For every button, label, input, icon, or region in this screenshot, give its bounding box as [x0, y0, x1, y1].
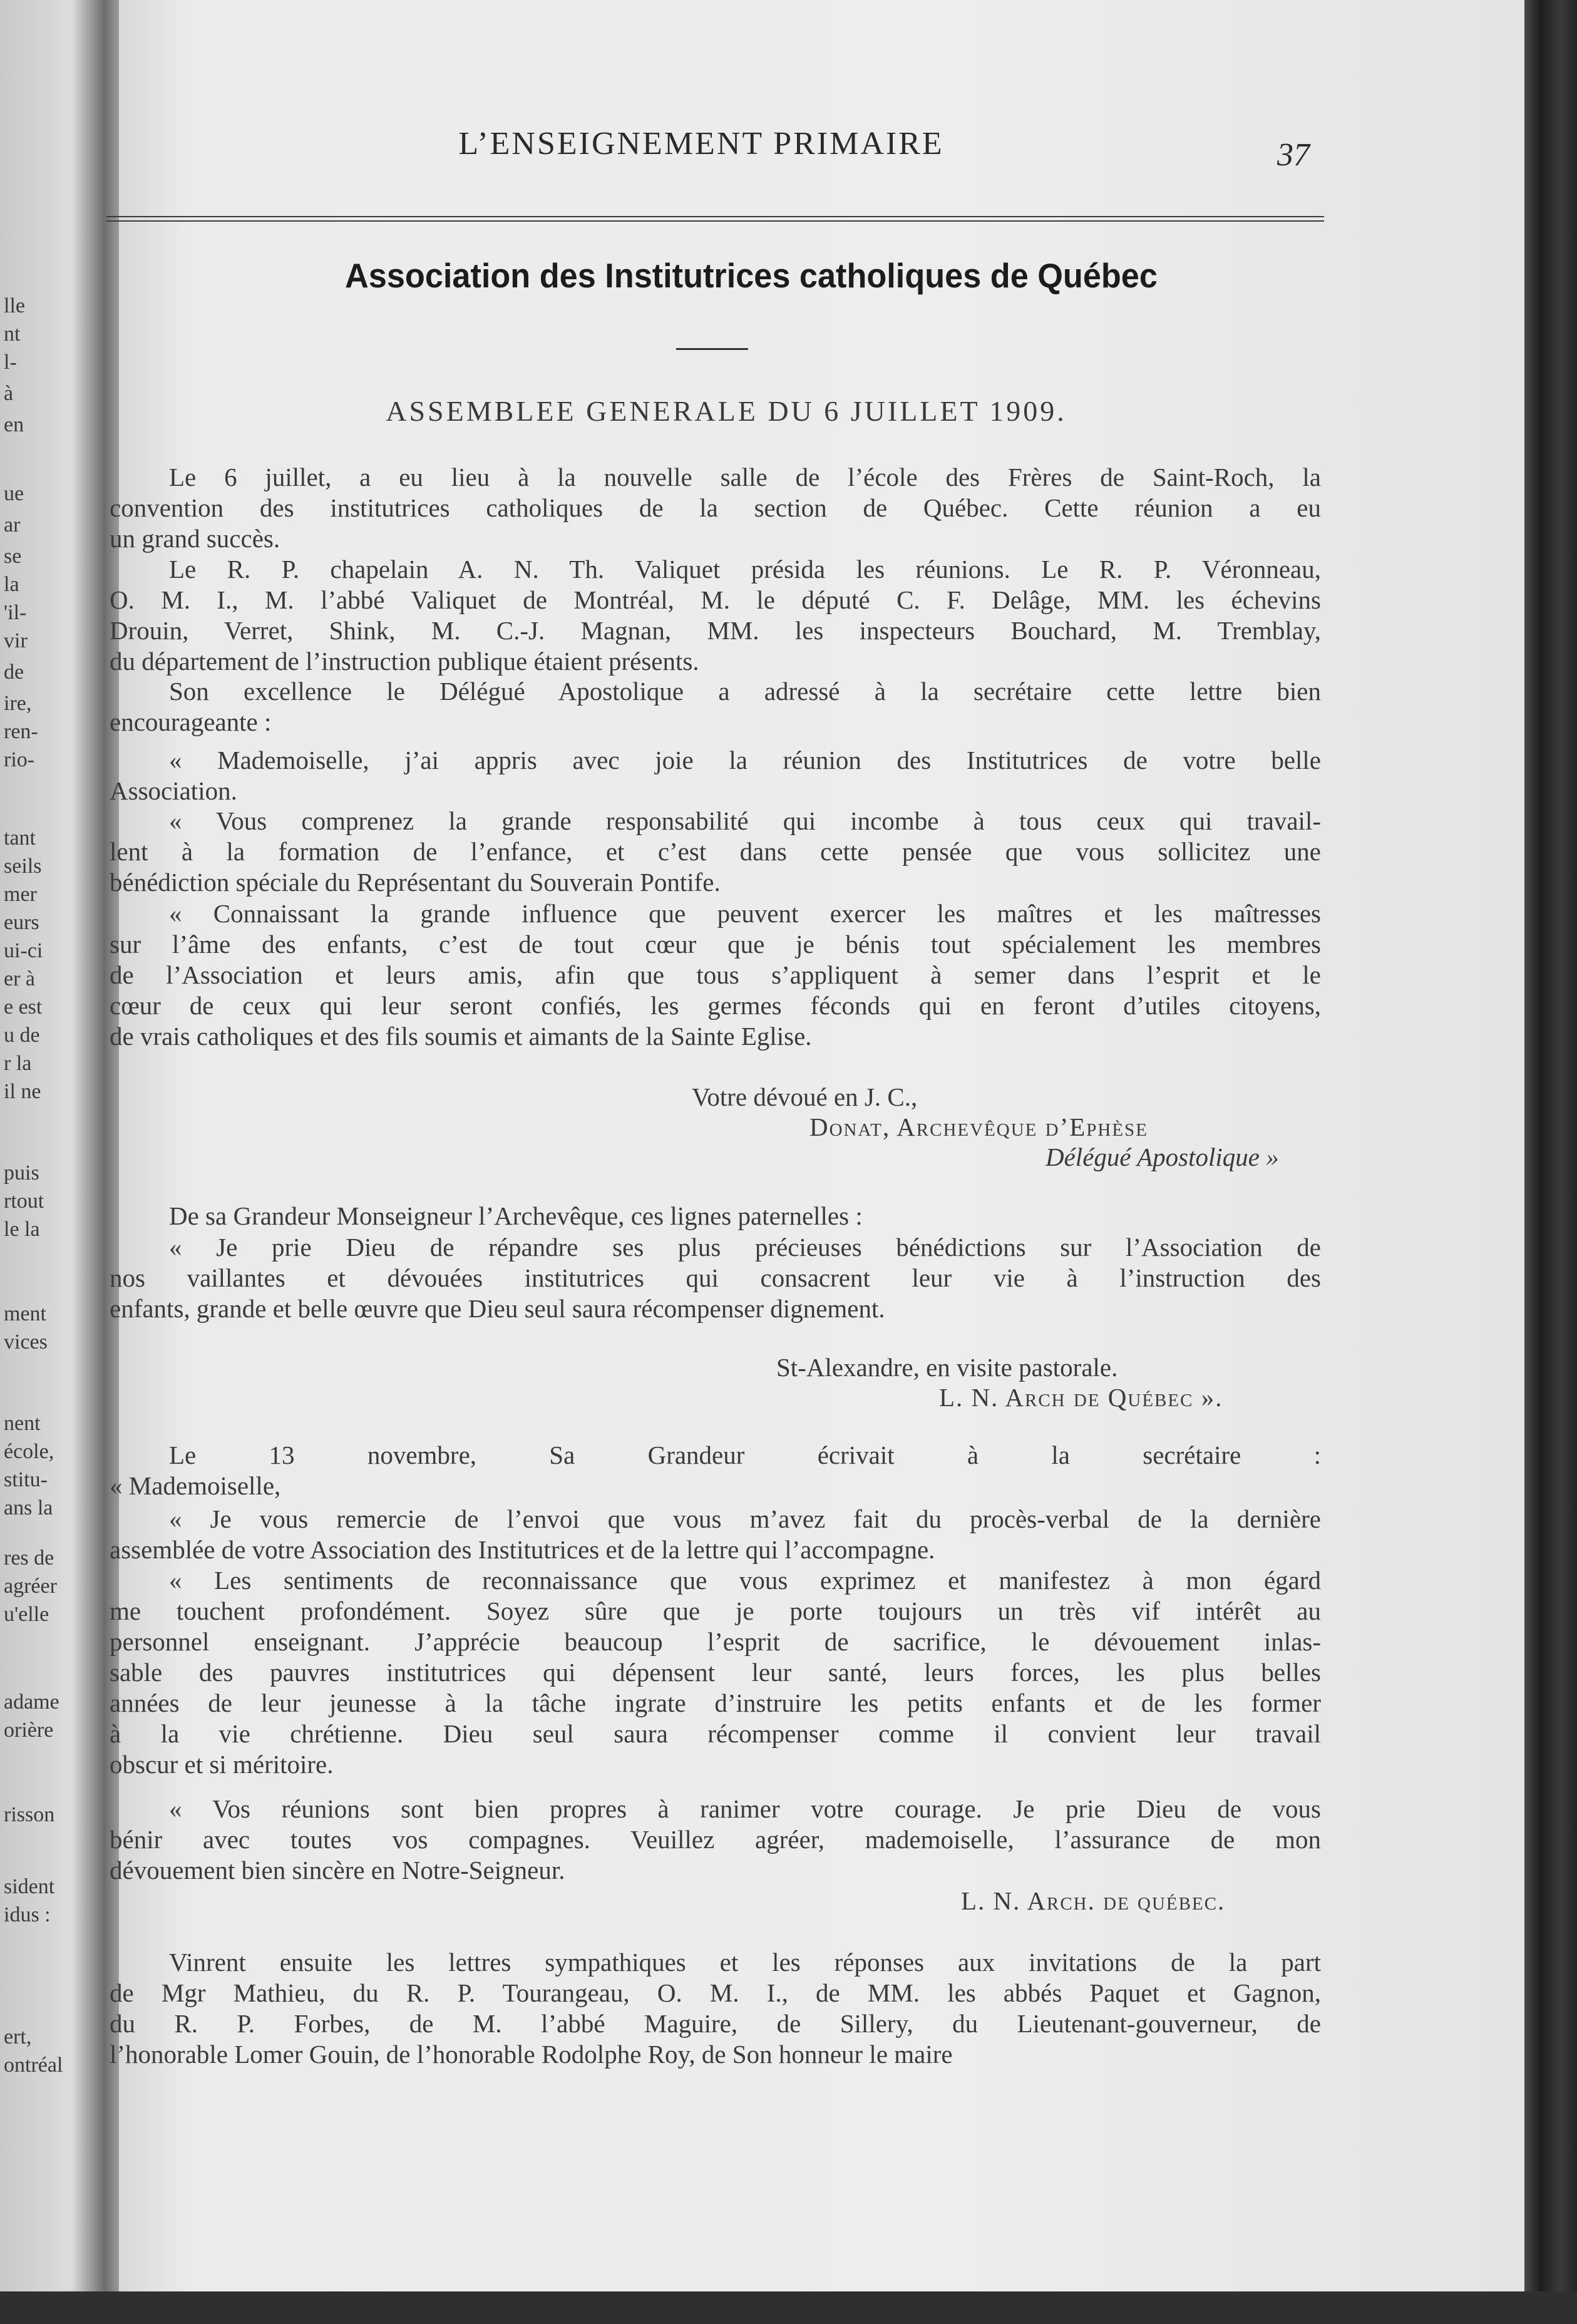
margin-fragment: eurs [4, 911, 39, 934]
paragraph-november-letter-2 [110, 1565, 1321, 1780]
signature-place: St-Alexandre, en visite pastorale. [776, 1353, 1118, 1382]
margin-fragment: u de [4, 1024, 40, 1047]
margin-fragment: ontréal [4, 2054, 63, 2077]
text-line: nos vaillantes et dévouées institutrices qui consacrent leur vie à l’instruction des [110, 1263, 1321, 1292]
adjacent-page-edge [0, 0, 119, 2324]
text-line: bénédiction spéciale du Représentant du Souverain Pontife. [110, 868, 721, 897]
margin-fragment: école, [4, 1440, 54, 1463]
text-line: lent à la formation de l’enfance, et c’est dans cette pensée que vous sollicitez une [110, 837, 1321, 866]
text-line: un grand succès. [110, 524, 280, 553]
text-line: années de leur jeunesse à la tâche ingrate d’instruire les petits enfants et de les former [110, 1689, 1321, 1717]
text-line: à la vie chrétienne. Dieu seul saura récompenser comme il convient leur travail [110, 1719, 1321, 1748]
scan-bottom-border [0, 2291, 1577, 2324]
signature-archbishop-2: L. N. Arch. de québec. [961, 1886, 1226, 1915]
text-line: sur l’âme des enfants, c’est de tout cœur que je bénis tout spécialement les membres [110, 930, 1321, 959]
text-line: bénir avec toutes vos compagnes. Veuillez agréer, mademoiselle, l’assurance de mon [110, 1825, 1321, 1854]
paragraph-letters-received [110, 1947, 1321, 2070]
margin-fragment: 'il- [4, 601, 27, 624]
margin-fragment: vir [4, 629, 28, 652]
signature-delegate-name: Donat, Archevêque d’Ephèse [809, 1113, 1148, 1141]
margin-fragment: idus : [4, 1903, 51, 1926]
paragraph-letter-opening [110, 745, 1321, 806]
signature-closing: Votre dévoué en J. C., [692, 1082, 918, 1111]
margin-fragment: ui-ci [4, 939, 43, 962]
text-line: de vrais catholiques et des fils soumis et aimants de la Sainte Eglise. [110, 1022, 812, 1051]
margin-fragment: ans la [4, 1496, 53, 1519]
text-line: Le 6 juillet, a eu lieu à la nouvelle salle de l’école des Frères de Saint-Roch, la [169, 463, 1321, 491]
text-line: convention des institutrices catholiques de la section de Québec. Cette réunion a eu [110, 493, 1321, 522]
signature-delegate-title: Délégué Apostolique » [1045, 1143, 1279, 1171]
text-line: du R. P. Forbes, de M. l’abbé Maguire, de Sillery, du Lieutenant-gouverneur, de [110, 2009, 1321, 2038]
text-line: Le R. P. chapelain A. N. Th. Valiquet présida les réunions. Le R. P. Véronneau, [169, 555, 1321, 584]
margin-fragment: il ne [4, 1080, 41, 1103]
text-line: me touchent profondément. Soyez sûre que je porte toujours un très vif intérêt au [110, 1596, 1321, 1625]
text-line: « Je vous remercie de l’envoi que vous m’avez fait du procès-verbal de la dernière [169, 1504, 1321, 1533]
text-line: personnel enseignant. J’apprécie beaucoup l’esprit de sacrifice, le dévouement inlas- [110, 1627, 1321, 1656]
text-line: De sa Grandeur Monseigneur l’Archevêque, ces lignes paternelles : [169, 1201, 863, 1230]
margin-fragment: le la [4, 1218, 40, 1241]
text-line: sable des pauvres institutrices qui dépensent leur santé, leurs forces, les plus belles [110, 1658, 1321, 1687]
paragraph-meeting-report [110, 462, 1321, 554]
margin-fragment: vices [4, 1330, 48, 1354]
margin-fragment: er à [4, 967, 36, 990]
margin-fragment: nent [4, 1412, 41, 1435]
text-line: Drouin, Verret, Shink, M. C.-J. Magnan, MM. les inspecteurs Bouchard, M. Tremblay, [110, 616, 1321, 645]
text-line: assemblée de votre Association des Institutrices et de la lettre qui l’accompagne. [110, 1535, 935, 1564]
margin-fragment: de [4, 661, 24, 684]
margin-fragment: en [4, 413, 24, 436]
text-line: encourageante : [110, 707, 272, 736]
margin-fragment: r la [4, 1052, 32, 1075]
text-line: « Connaissant la grande influence que peuvent exercer les maîtres et les maîtresses [169, 899, 1321, 928]
text-line: Association. [110, 776, 237, 805]
running-head: L’ENSEIGNEMENT PRIMAIRE [458, 126, 944, 162]
paragraph-archbishop-letter [110, 1232, 1321, 1324]
paragraph-archbishop-intro [110, 1201, 1321, 1231]
book-binding-edge [1524, 0, 1577, 2324]
text-line: Son excellence le Délégué Apostolique a adressé à la secrétaire cette lettre bien [169, 677, 1321, 706]
paragraph-letter-responsibility [110, 806, 1321, 898]
margin-fragment: lle [4, 294, 25, 317]
text-line: enfants, grande et belle œuvre que Dieu seul saura récompenser dignement. [110, 1294, 885, 1323]
paragraph-november-letter-3 [110, 1794, 1321, 1886]
margin-fragment: la [4, 573, 19, 596]
margin-fragment: stitu- [4, 1468, 48, 1491]
header-rule [106, 216, 1324, 222]
margin-fragment: seils [4, 855, 42, 878]
text-line: « Je prie Dieu de répandre ses plus précieuses bénédictions sur l’Association de [169, 1233, 1321, 1262]
text-line: Vinrent ensuite les lettres sympathiques et les réponses aux invitations de la part [169, 1948, 1321, 1977]
margin-fragment: ert, [4, 2025, 32, 2049]
paragraph-letter-blessing [110, 898, 1321, 1052]
assembly-subtitle: ASSEMBLEE GENERALE DU 6 JUILLET 1909. [386, 395, 1067, 427]
paragraph-delegate-intro [110, 676, 1321, 738]
title-divider [676, 348, 748, 350]
margin-fragment: puis [4, 1161, 39, 1185]
text-line: cœur de ceux qui leur seront confiés, les germes féconds qui en feront d’utiles citoyens, [110, 991, 1321, 1020]
margin-fragment: nt [4, 322, 21, 346]
article-title: Association des Institutrices catholiques de Québec [345, 256, 1158, 295]
margin-fragment: rio- [4, 748, 35, 771]
text-line: obscur et si méritoire. [110, 1750, 334, 1779]
margin-fragment: mer [4, 883, 37, 906]
margin-fragment: à [4, 382, 14, 405]
margin-fragment: agréer [4, 1575, 57, 1598]
text-line: « Vous comprenez la grande responsabilité qui incombe à tous ceux qui travail- [169, 806, 1321, 835]
margin-fragment: ue [4, 482, 24, 505]
text-line: de l’Association et leurs amis, afin que tous s’appliquent à semer dans l’esprit et le [110, 960, 1321, 989]
paragraph-november-letter-1 [110, 1504, 1321, 1565]
text-line: « Mademoiselle, j’ai appris avec joie la réunion des Institutrices de votre belle [169, 746, 1321, 774]
text-line: du département de l’instruction publique étaient présents. [110, 647, 699, 676]
margin-fragment: u'elle [4, 1603, 49, 1626]
signature-archbishop: L. N. Arch de Québec ». [939, 1383, 1223, 1412]
margin-fragment: se [4, 545, 22, 568]
paragraph-november-intro [110, 1440, 1321, 1501]
margin-fragment: adame [4, 1690, 59, 1714]
margin-fragment: sident [4, 1875, 55, 1898]
text-line: dévouement bien sincère en Notre-Seigneur. [110, 1856, 565, 1884]
text-line: Le 13 novembre, Sa Grandeur écrivait à la secrétaire : [169, 1441, 1321, 1469]
text-line: O. M. I., M. l’abbé Valiquet de Montréal, M. le député C. F. Delâge, MM. les échevins [110, 585, 1321, 614]
margin-fragment: e est [4, 995, 43, 1019]
text-line: « Mademoiselle, [110, 1471, 281, 1500]
margin-fragment: l- [4, 351, 17, 374]
text-line: « Les sentiments de reconnaissance que vous exprimez et manifestez à mon égard [169, 1566, 1321, 1595]
margin-fragment: orière [4, 1719, 54, 1742]
text-line: de Mgr Mathieu, du R. P. Tourangeau, O. M. I., de MM. les abbés Paquet et Gagnon, [110, 1978, 1321, 2007]
margin-fragment: res de [4, 1546, 54, 1570]
page-number: 37 [1277, 137, 1310, 173]
margin-fragment: ren- [4, 720, 38, 743]
paragraph-attendees [110, 554, 1321, 677]
text-line: l’honorable Lomer Gouin, de l’honorable Rodolphe Roy, de Son honneur le maire [110, 2040, 953, 2069]
text-line: « Vos réunions sont bien propres à ranimer votre courage. Je prie Dieu de vous [169, 1794, 1321, 1823]
margin-fragment: ar [4, 513, 21, 537]
margin-fragment: risson [4, 1803, 55, 1826]
margin-fragment: ment [4, 1302, 46, 1325]
margin-fragment: ire, [4, 692, 32, 715]
margin-fragment: tant [4, 826, 36, 850]
margin-fragment: rtout [4, 1190, 44, 1213]
